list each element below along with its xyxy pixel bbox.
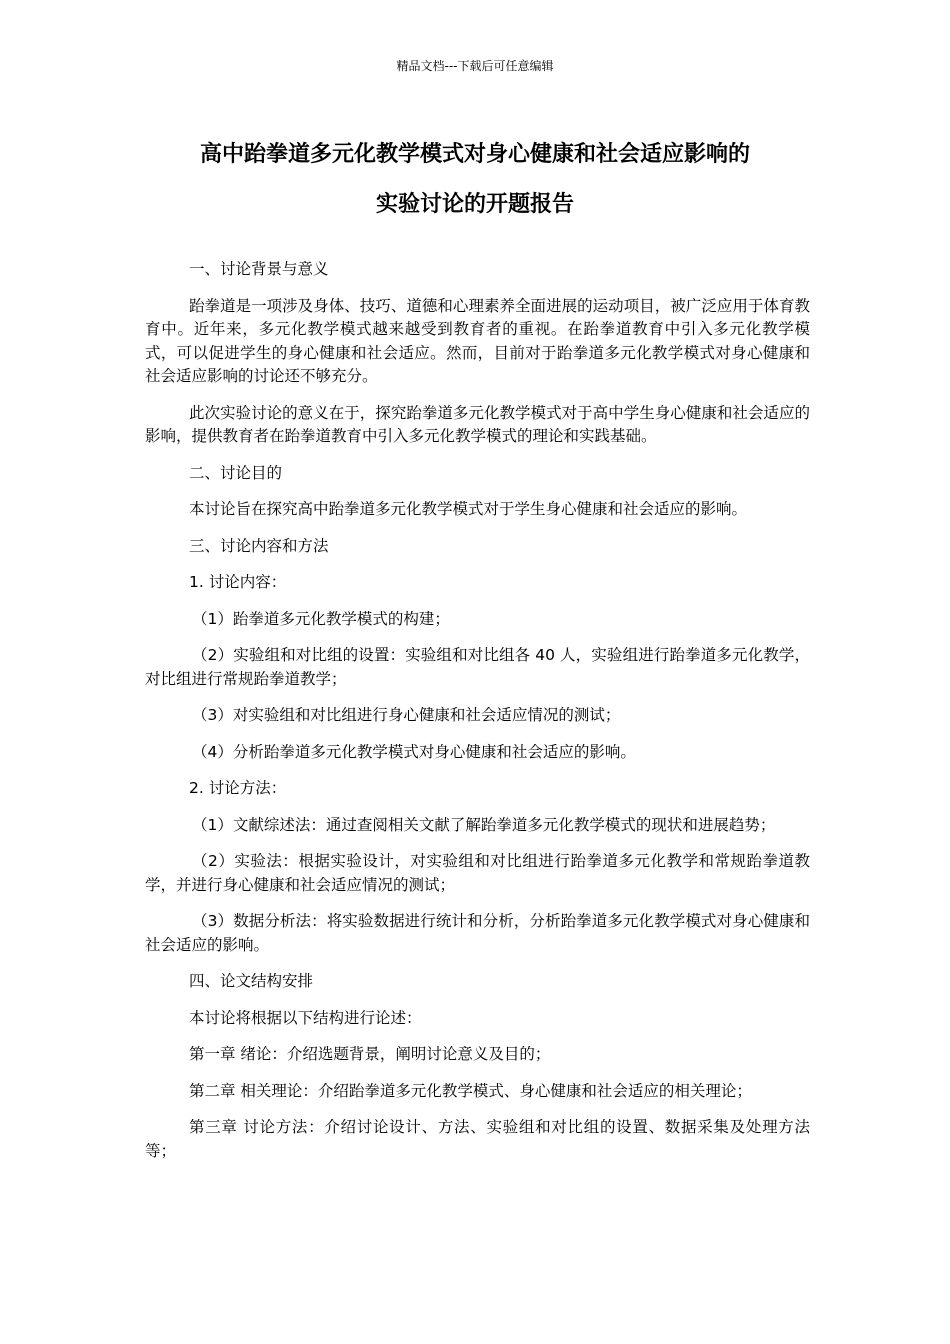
paragraph: 此次实验讨论的意义在于，探究跆拳道多元化教学模式对于高中学生身心健康和社会适应的影响，提供教育者在跆拳道教育中引入多元化教学模式的理论和实践基础。 bbox=[145, 403, 810, 445]
chapter-item: 第一章 绪论：介绍选题背景，阐明讨论意义及目的； bbox=[189, 1045, 551, 1063]
list-item: （1）跆拳道多元化教学模式的构建； bbox=[192, 609, 450, 628]
section-heading: 三、讨论内容和方法 bbox=[189, 536, 329, 555]
subsection-heading: 1. 讨论内容： bbox=[189, 573, 287, 591]
paragraph: 跆拳道是一项涉及身体、技巧、道德和心理素养全面进展的运动项目，被广泛应用于体育教育中。近年来，多元化教学模式越来越受到教育者的重视。在跆拳道教育中引入多元化教学模式，可以促进学生的身心健康和社会适应。然而，目前对于跆拳道多元化教学模式对身心健康和社会适应影响的讨论还不够充分。 bbox=[145, 296, 810, 385]
header-note: 精品文档---下载后可任意编辑 bbox=[396, 59, 554, 73]
title-line-1: 高中跆拳道多元化教学模式对身心健康和社会适应影响的 bbox=[199, 142, 750, 167]
paragraph: 本讨论将根据以下结构进行论述： bbox=[189, 1008, 422, 1027]
title-line-2: 实验讨论的开题报告 bbox=[375, 192, 574, 217]
document-body bbox=[145, 258, 810, 1176]
paragraph: 本讨论旨在探究高中跆拳道多元化教学模式对于学生身心健康和社会适应的影响。 bbox=[189, 500, 748, 518]
list-item: （1）文献综述法：通过查阅相关文献了解跆拳道多元化教学模式的现状和进展趋势； bbox=[192, 815, 776, 834]
list-item: （4）分析跆拳道多元化教学模式对身心健康和社会适应的影响。 bbox=[192, 742, 636, 761]
list-item: （2）实验组和对比组的设置：实验组和对比组各 40 人，实验组进行跆拳道多元化教学，对比组进行常规跆拳道教学； bbox=[145, 646, 810, 688]
list-item: （2）实验法：根据实验设计，对实验组和对比组进行跆拳道多元化教学和常规跆拳道教学，并进行身心健康和社会适应情况的测试； bbox=[145, 852, 810, 894]
list-item: （3）数据分析法：将实验数据进行统计和分析，分析跆拳道多元化教学模式对身心健康和社会适应的影响。 bbox=[145, 912, 810, 954]
chapter-item: 第三章 讨论方法：介绍讨论设计、方法、实验组和对比组的设置、数据采集及处理方法等； bbox=[145, 1118, 810, 1160]
section-heading: 一、讨论背景与意义 bbox=[189, 260, 329, 278]
chapter-item: 第二章 相关理论：介绍跆拳道多元化教学模式、身心健康和社会适应的相关理论； bbox=[189, 1081, 752, 1100]
section-heading: 四、论文结构安排 bbox=[189, 972, 314, 990]
section-heading: 二、讨论目的 bbox=[189, 463, 283, 482]
subsection-heading: 2. 讨论方法： bbox=[189, 779, 287, 797]
document-title bbox=[120, 130, 830, 230]
list-item: （3）对实验组和对比组进行身心健康和社会适应情况的测试； bbox=[192, 706, 621, 724]
